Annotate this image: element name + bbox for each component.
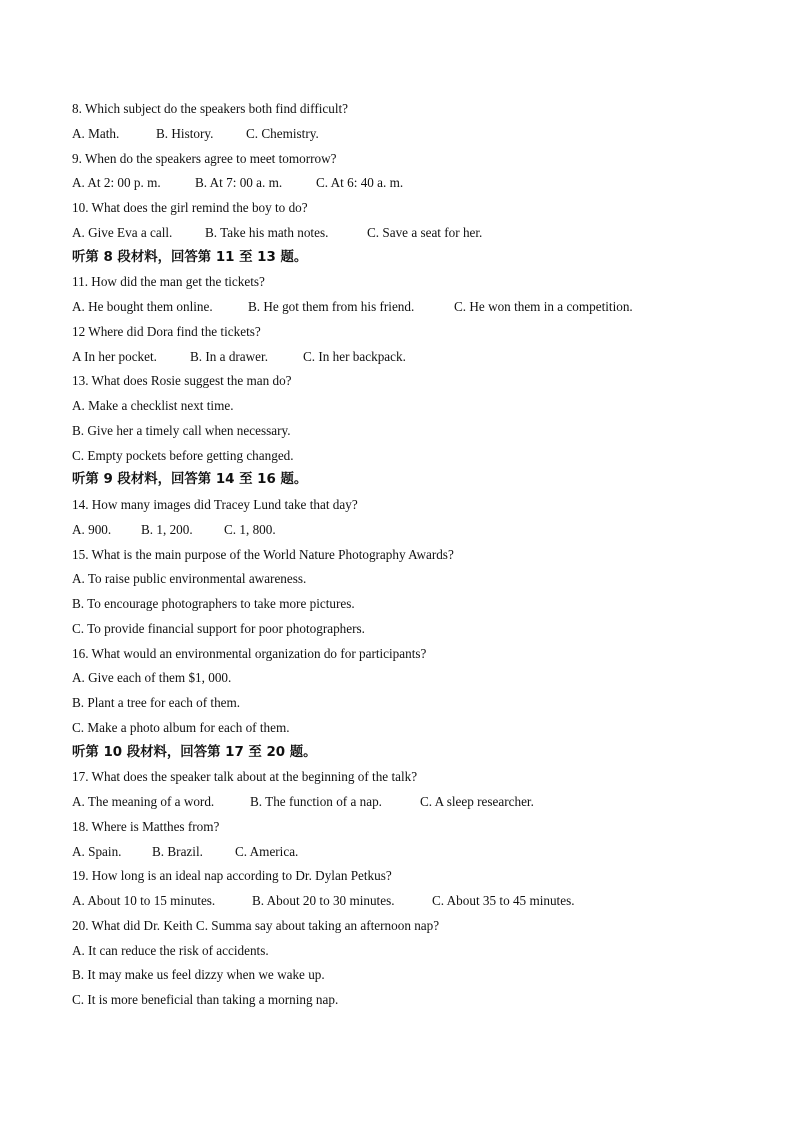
option-b: B. The function of a nap. <box>250 794 382 809</box>
option-a: A. Give Eva a call. <box>72 224 173 240</box>
question-16: 16. What would an environmental organization do for participants? <box>72 645 427 661</box>
question-8-options <box>72 122 732 147</box>
option-c: C. In her backpack. <box>303 348 406 364</box>
question-9: 9. When do the speakers agree to meet tomorrow? <box>72 150 337 166</box>
question-11-options <box>72 295 732 320</box>
option-c: C. Chemistry. <box>246 125 319 141</box>
question-13: 13. What does Rosie suggest the man do? <box>72 373 292 389</box>
question-9-options <box>72 171 732 196</box>
option-c: C. About 35 to 45 minutes. <box>432 893 575 908</box>
option-b: B. 1, 200. <box>141 521 193 537</box>
question-17: 17. What does the speaker talk about at the beginning of the talk? <box>72 769 418 785</box>
option-c: C. Save a seat for her. <box>367 224 483 240</box>
option-c: C. Make a photo album for each of them. <box>72 719 290 735</box>
option-b: B. History. <box>156 125 214 141</box>
question-10: 10. What does the girl remind the boy to do? <box>72 200 308 215</box>
question-11: 11. How did the man get the tickets? <box>72 274 265 290</box>
option-b: B. To encourage photographers to take more pictures. <box>72 596 355 611</box>
question-14: 14. How many images did Tracey Lund take that day? <box>72 497 358 512</box>
option-a: A In her pocket. <box>72 348 157 364</box>
option-a: A. Math. <box>72 125 120 141</box>
question-19-options <box>72 889 732 914</box>
option-b: B. It may make us feel dizzy when we wake up. <box>72 967 325 983</box>
option-a: A. At 2: 00 p. m. <box>72 175 161 191</box>
option-b: B. Take his math notes. <box>205 224 329 240</box>
option-c: C. It is more beneficial than taking a morning nap. <box>72 992 339 1007</box>
option-b: B. At 7: 00 a. m. <box>195 175 283 191</box>
option-a: A. To raise public environmental awareness. <box>72 571 307 587</box>
option-c: C. He won them in a competition. <box>454 299 633 314</box>
option-c: C. 1, 800. <box>224 521 276 537</box>
question-18: 18. Where is Matthes from? <box>72 818 220 834</box>
option-a: A. The meaning of a word. <box>72 794 215 809</box>
option-c: C. At 6: 40 a. m. <box>316 175 404 191</box>
question-12-options <box>72 345 732 370</box>
question-12: 12 Where did Dora find the tickets? <box>72 323 261 339</box>
option-b: B. About 20 to 30 minutes. <box>252 893 395 908</box>
option-c: C. A sleep researcher. <box>420 794 534 809</box>
option-b: B. In a drawer. <box>190 348 268 364</box>
exam-page <box>72 97 732 1013</box>
question-19: 19. How long is an ideal nap according to Dr. Dylan Petkus? <box>72 868 392 884</box>
section-heading-8: 听第 8 段材料，回答第 11 至 13 题。 <box>72 249 308 265</box>
question-20: 20. What did Dr. Keith C. Summa say about taking an afternoon nap? <box>72 917 440 933</box>
option-a: A. Make a checklist next time. <box>72 398 234 413</box>
question-10-options <box>72 221 732 246</box>
question-17-options <box>72 790 732 815</box>
option-b: B. Brazil. <box>152 843 203 859</box>
question-15: 15. What is the main purpose of the World Nature Photography Awards? <box>72 546 454 562</box>
option-b: B. He got them from his friend. <box>248 299 415 314</box>
option-a: A. About 10 to 15 minutes. <box>72 893 216 908</box>
option-a: A. Spain. <box>72 843 122 859</box>
option-c: C. To provide financial support for poor photographers. <box>72 620 365 636</box>
section-heading-9: 听第 9 段材料，回答第 14 至 16 题。 <box>72 472 308 488</box>
question-18-options <box>72 840 732 865</box>
option-a: A. He bought them online. <box>72 299 213 314</box>
option-a: A. It can reduce the risk of accidents. <box>72 942 269 958</box>
section-heading-10: 听第 10 段材料，回答第 17 至 20 题。 <box>72 744 317 760</box>
option-c: C. America. <box>235 843 299 859</box>
option-b: B. Plant a tree for each of them. <box>72 695 241 710</box>
question-14-options <box>72 518 732 543</box>
option-a: A. Give each of them $1, 000. <box>72 670 232 686</box>
question-8: 8. Which subject do the speakers both find difficult? <box>72 101 349 116</box>
option-c: C. Empty pockets before getting changed. <box>72 447 294 463</box>
option-a: A. 900. <box>72 521 112 537</box>
option-b: B. Give her a timely call when necessary. <box>72 422 291 438</box>
